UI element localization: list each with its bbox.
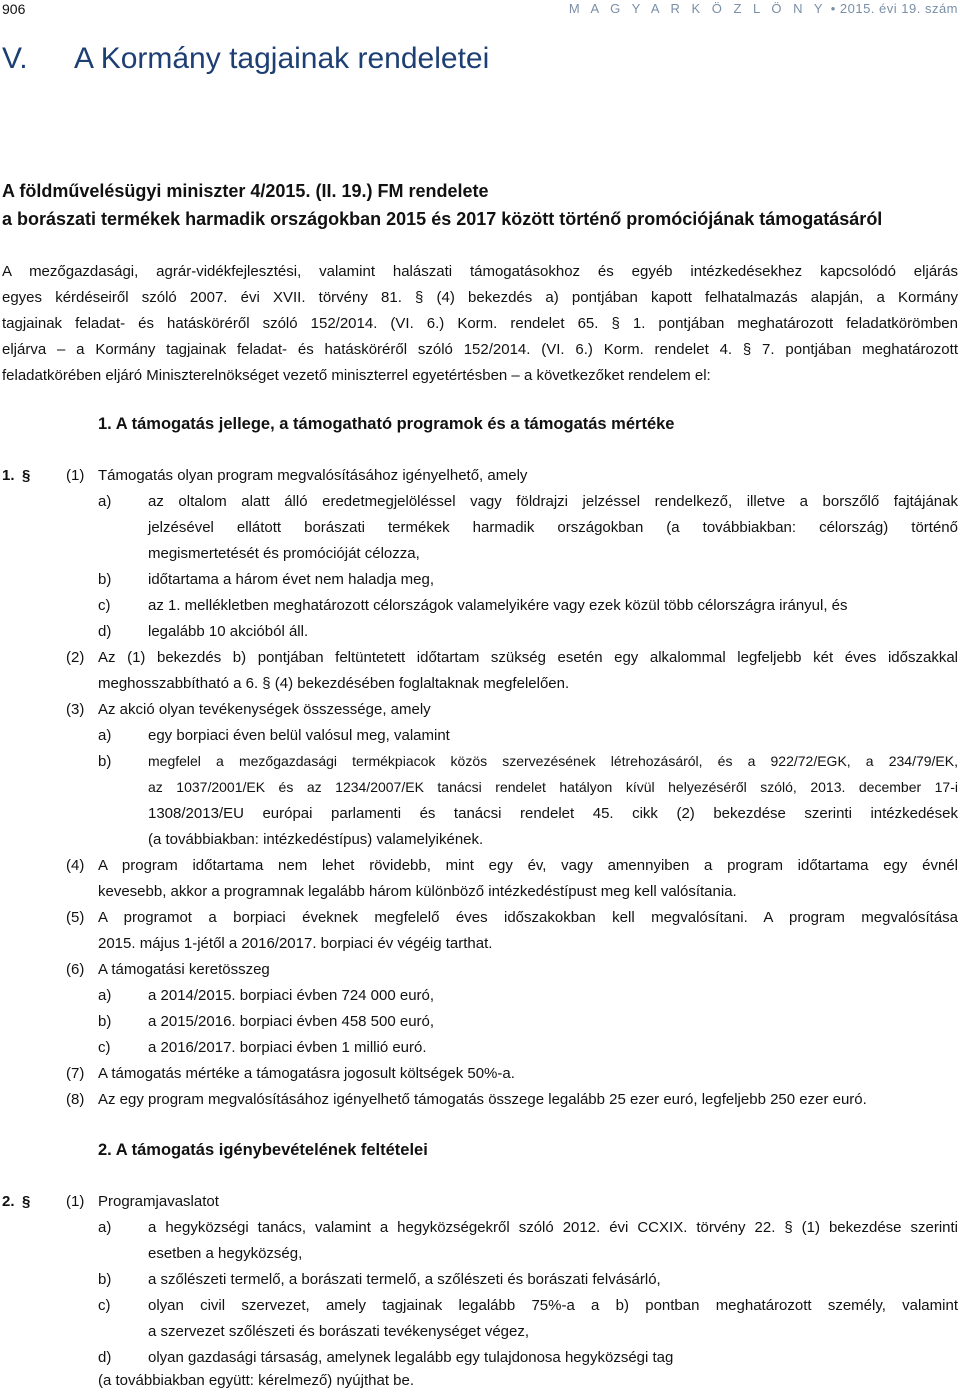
- section-name: A Kormány tagjainak rendeletei: [74, 42, 490, 75]
- chapter-heading-1: 1. A támogatás jellege, a támogatható programok és a támogatás mértéke: [98, 415, 675, 433]
- point-letter: a): [98, 1219, 112, 1236]
- paragraph-number: (5): [66, 909, 85, 926]
- point-letter: b): [98, 1271, 112, 1288]
- point-text: az 1. mellékletben meghatározott célországok valamelyikére vagy ezek közül több célországra irányul, és: [148, 597, 848, 614]
- point-letter: a): [98, 727, 112, 744]
- point-text: az oltalom alatt álló eredetmegjelöléssel vagy földrajzi jelzéssel rendelkező, illetve a borszőlő fajtájának: [148, 493, 958, 510]
- point-text: egy borpiaci éven belül valósul meg, valamint: [148, 727, 450, 744]
- point-text: olyan gazdasági társaság, amelynek legalább egy tulajdonosa hegyközségi tag: [148, 1349, 674, 1366]
- point-text: 1308/2013/EU európai parlamenti és tanácsi rendelet 45. cikk (2) bekezdése szerinti intézkedések: [148, 805, 958, 822]
- preamble-line: feladatkörében eljáró Miniszterelnökséget vezető miniszterrel egyetértésben – a következőket rendelem el:: [2, 367, 711, 384]
- decree-title-line-1: A földművelésügyi miniszter 4/2015. (II. 19.) FM rendelete: [2, 181, 489, 201]
- paragraph-text: Az akció olyan tevékenységek összessége, amely: [98, 701, 431, 718]
- point-text: a 2015/2016. borpiaci évben 458 500 euró,: [148, 1013, 435, 1030]
- running-header: [569, 1, 958, 16]
- paragraph-text: A program időtartama nem lehet rövidebb, mint egy év, vagy amennyiben a program időtartama egy évnél: [98, 857, 958, 874]
- paragraph-number: (8): [66, 1091, 85, 1108]
- paragraph-number: (3): [66, 701, 85, 718]
- point-letter: c): [98, 1297, 111, 1314]
- paragraph-number: (6): [66, 961, 85, 978]
- preamble-line: egyes kérdéseiről szóló 2007. évi XVII. törvény 81. § (4) bekezdés a) pontjában kapott felhatalmazás alapján, a Kormány: [2, 289, 958, 306]
- point-text: a hegyközségi tanács, valamint a hegyközségekről szóló 2012. évi CCXIX. törvény 22. § (1) bekezdése szerinti: [148, 1219, 958, 1236]
- section-number: V.: [2, 42, 28, 75]
- section-1-sign: §: [22, 467, 31, 484]
- point-text: olyan civil szervezet, amely tagjainak legalább 75%-a a b) pontban meghatározott személy, valamint: [148, 1297, 958, 1314]
- point-text: megfelel a mezőgazdasági termékpiacok közös szervezésének létrehozásáról, és a 922/72/EGK, a 234/79/EK,: [148, 753, 958, 769]
- section-2-sign: §: [22, 1193, 31, 1210]
- point-letter: c): [98, 597, 111, 614]
- point-letter: b): [98, 753, 112, 770]
- paragraph-text: Programjavaslatot: [98, 1193, 219, 1210]
- paragraph-text: A programot a borpiaci éveknek megfelelő éves időszakokban kell megvalósítani. A program megvalósítása: [98, 909, 958, 926]
- paragraph-number: (1): [66, 1193, 85, 1210]
- paragraph-text: A támogatási keretösszeg: [98, 961, 270, 978]
- point-text: legalább 10 akcióból áll.: [148, 623, 309, 640]
- point-text: a 2016/2017. borpiaci évben 1 millió euró.: [148, 1039, 427, 1056]
- point-text: (a továbbiakban: intézkedéstípus) valamelyikének.: [148, 831, 484, 848]
- point-text: az 1037/2001/EK és az 1234/2007/EK tanácsi rendelet hatályon kívül helyezéséről szóló, 2013. december 17-i: [148, 779, 958, 795]
- section-title: [2, 42, 489, 76]
- point-letter: d): [98, 623, 112, 640]
- point-letter: b): [98, 571, 112, 588]
- paragraph-number: (1): [66, 467, 85, 484]
- point-letter: b): [98, 1013, 112, 1030]
- point-text: a szervezet szőlészeti és borászati tevékenységet végez,: [148, 1323, 530, 1340]
- preamble-line: eljárva – a Kormány tagjainak feladat- és hatásköréről szóló 152/2014. (VI. 6.) Korm. rendelet 4. § 7. pontjában meghatározott: [2, 341, 958, 358]
- chapter-heading-2: 2. A támogatás igénybevételének feltételei: [98, 1141, 428, 1159]
- point-text: a 2014/2015. borpiaci évben 724 000 euró,: [148, 987, 435, 1004]
- point-letter: a): [98, 987, 112, 1004]
- preamble-line: A mezőgazdasági, agrár-vidékfejlesztési, valamint halászati támogatásokhoz és egyéb intézkedésekhez kapcsolódó eljárás: [2, 263, 958, 280]
- paragraph-text: kevesebb, akkor a programnak legalább három különböző intézkedéstípust meg kell valósítania.: [98, 883, 737, 900]
- point-letter: c): [98, 1039, 111, 1056]
- paragraph-number: (4): [66, 857, 85, 874]
- point-text: esetben a hegyközség,: [148, 1245, 303, 1262]
- paragraph-number: (2): [66, 649, 85, 666]
- point-text: időtartama a három évet nem haladja meg,: [148, 571, 434, 588]
- paragraph-text: meghosszabbítható a 6. § (4) bekezdésében foglaltaknak megfelelően.: [98, 675, 570, 692]
- publication-name: M A G Y A R K Ö Z L Ö N Y: [568, 1, 827, 16]
- paragraph-text: Az (1) bekezdés b) pontjában feltüntetett időtartam szükség esetén egy alkalommal legfeljebb két éves időszakkal: [98, 649, 958, 666]
- paragraph-text: Az egy program megvalósításához igényelhető támogatás összege legalább 25 ezer euró, legfeljebb 250 ezer euró.: [98, 1091, 867, 1108]
- point-text: a szőlészeti termelő, a borászati termelő, a szőlészeti és borászati felvásárló,: [148, 1271, 661, 1288]
- preamble-line: tagjainak feladat- és hatásköréről szóló 152/2014. (VI. 6.) Korm. rendelet 65. § 1. pontjában meghatározott feladatkörömben: [2, 315, 958, 332]
- paragraph-number: (7): [66, 1065, 85, 1082]
- section-1-number: 1.: [2, 467, 15, 484]
- point-text: megismertetését és promócióját célozza,: [148, 545, 420, 562]
- issue-number: • 2015. évi 19. szám: [830, 1, 958, 16]
- section-2-number: 2.: [2, 1193, 15, 1210]
- decree-title-line-2: a borászati termékek harmadik országokban 2015 és 2017 között történő promóciójának támogatásáról: [2, 209, 883, 229]
- point-letter: d): [98, 1349, 112, 1366]
- point-letter: a): [98, 493, 112, 510]
- paragraph-text: A támogatás mértéke a támogatásra jogosult költségek 50%-a.: [98, 1065, 515, 1082]
- paragraph-text: Támogatás olyan program megvalósításához igényelhető, amely: [98, 467, 528, 484]
- paragraph-text: (a továbbiakban együtt: kérelmező) nyújthat be.: [98, 1372, 415, 1389]
- page-number: 906: [2, 1, 26, 17]
- paragraph-text: 2015. május 1-jétől a 2016/2017. borpiaci év végéig tarthat.: [98, 935, 493, 952]
- point-text: jelzésével ellátott borászati termékek harmadik országokban (a továbbiakban: célország) történő: [148, 519, 958, 536]
